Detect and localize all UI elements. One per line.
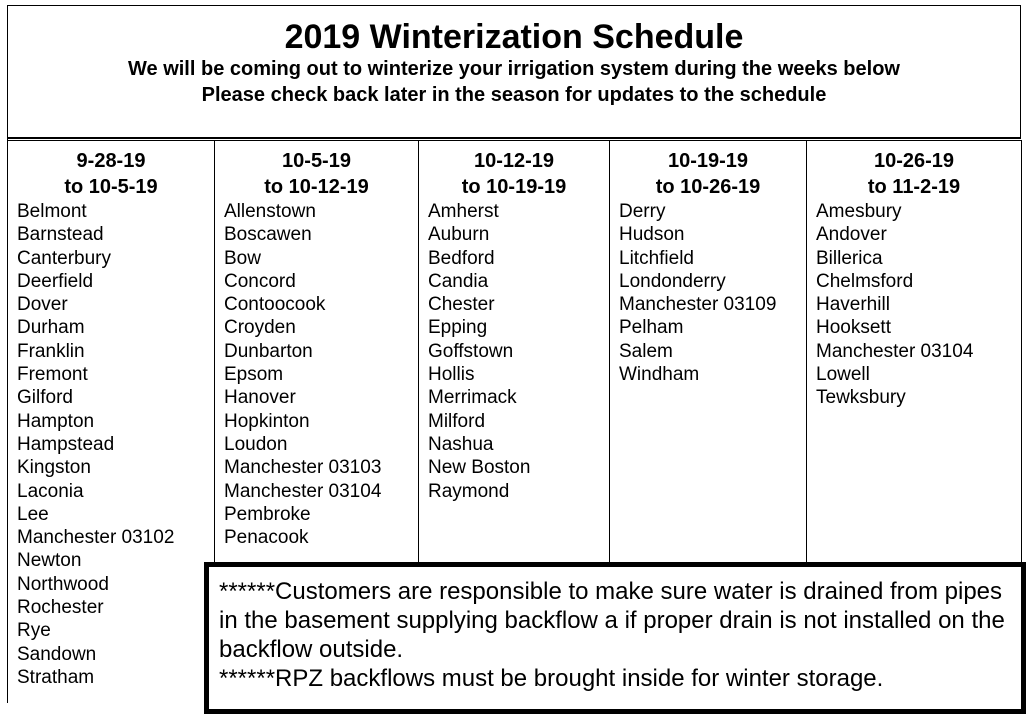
town-item: Haverhill: [816, 294, 890, 316]
town-item: Milford: [428, 410, 486, 432]
subtitle-line-1: We will be coming out to winterize your irrigation system during the weeks below: [128, 58, 900, 80]
town-list: [419, 200, 609, 503]
town-item: Barnstead: [17, 224, 104, 246]
week-column-1: [8, 140, 215, 700]
town-item: Sandown: [17, 643, 97, 665]
town-item: Manchester 03103: [224, 457, 382, 479]
town-item: Pelham: [619, 317, 684, 339]
town-item: Penacook: [224, 527, 309, 549]
town-item: Epsom: [224, 364, 284, 386]
week-end-date: to 11-2-19: [867, 176, 961, 198]
town-item: Raymond: [428, 480, 510, 502]
week-end-date: to 10-12-19: [264, 176, 369, 198]
week-start-date: 10-19-19: [667, 150, 749, 172]
town-item: Contoocook: [224, 294, 326, 316]
town-item: Chester: [428, 294, 495, 316]
week-start-date: 10-5-19: [282, 150, 351, 172]
town-item: Hampton: [17, 410, 95, 432]
week-start-date: 9-28-19: [76, 150, 146, 172]
notice-rpz-text: ******RPZ backflows must be brought inside for winter storage.: [219, 665, 884, 692]
town-item: Rye: [17, 620, 51, 642]
town-list: [610, 200, 806, 386]
town-item: Manchester 03104: [224, 480, 382, 502]
town-item: Candia: [428, 270, 489, 292]
week-date-range: [807, 148, 1021, 200]
town-item: Rochester: [17, 597, 104, 619]
town-item: Deerfield: [17, 270, 94, 292]
town-item: Durham: [17, 317, 85, 339]
town-item: Amherst: [428, 201, 499, 222]
town-item: Merrimack: [428, 387, 517, 409]
town-item: Lee: [17, 503, 49, 525]
town-item: Auburn: [428, 224, 490, 246]
week-date-range: [215, 148, 418, 200]
town-item: Bow: [224, 247, 261, 269]
subtitle-line-2: Please check back later in the season for updates to the schedule: [201, 84, 827, 106]
town-item: Goffstown: [428, 340, 514, 362]
week-end-date: to 10-5-19: [64, 176, 158, 198]
town-item: Nashua: [428, 433, 494, 455]
town-item: Allenstown: [224, 201, 316, 222]
town-item: Franklin: [17, 340, 85, 362]
week-date-range: [419, 148, 609, 200]
notice-drain-text: ******Customers are responsible to make sure water is drained from pipes in the basement supplying backflow a if proper drain is not installed on the backflow outside.: [219, 578, 1005, 663]
town-item: Lowell: [816, 364, 870, 386]
town-item: Loudon: [224, 433, 288, 455]
town-list: [807, 200, 1021, 410]
town-item: Windham: [619, 364, 700, 386]
town-item: Fremont: [17, 364, 88, 386]
town-item: Northwood: [17, 573, 109, 595]
town-item: Hooksett: [816, 317, 891, 339]
town-item: Hollis: [428, 364, 475, 386]
town-item: Laconia: [17, 480, 84, 502]
town-item: Kingston: [17, 457, 91, 479]
town-item: Stratham: [17, 666, 95, 688]
town-item: Hopkinton: [224, 410, 310, 432]
town-list: [8, 200, 214, 689]
town-item: Litchfield: [619, 247, 694, 269]
week-start-date: 10-26-19: [873, 150, 955, 172]
week-column-3: [419, 140, 610, 562]
town-item: Dunbarton: [224, 340, 313, 362]
town-item: Chelmsford: [816, 270, 914, 292]
town-item: Boscawen: [224, 224, 312, 246]
week-end-date: to 10-26-19: [655, 176, 761, 198]
town-item: Croyden: [224, 317, 296, 339]
town-item: Gilford: [17, 387, 73, 409]
town-item: Londonderry: [619, 270, 726, 292]
town-item: Manchester 03104: [816, 340, 974, 362]
town-item: Belmont: [17, 201, 87, 222]
town-item: Hampstead: [17, 433, 115, 455]
week-date-range: [610, 148, 806, 200]
week-column-2: [215, 140, 419, 562]
town-item: Concord: [224, 270, 296, 292]
town-item: Billerica: [816, 247, 883, 269]
town-item: Salem: [619, 340, 673, 362]
town-item: New Boston: [428, 457, 531, 479]
customer-notice-box: [204, 562, 1026, 714]
town-item: Manchester 03109: [619, 294, 777, 316]
week-end-date: to 10-19-19: [461, 176, 567, 198]
header-box: [7, 5, 1021, 138]
town-item: Tewksbury: [816, 387, 906, 409]
town-item: Canterbury: [17, 247, 111, 269]
page-title: 2019 Winterization Schedule: [284, 18, 744, 56]
town-item: Manchester 03102: [17, 527, 175, 549]
town-item: Hanover: [224, 387, 296, 409]
town-item: Hudson: [619, 224, 685, 246]
week-date-range: [8, 148, 214, 200]
week-column-5: [807, 140, 1022, 562]
town-item: Bedford: [428, 247, 495, 269]
town-item: Newton: [17, 550, 82, 572]
town-item: Epping: [428, 317, 488, 339]
town-item: Derry: [619, 201, 666, 222]
town-item: Amesbury: [816, 201, 902, 222]
week-start-date: 10-12-19: [473, 150, 555, 172]
town-item: Dover: [17, 294, 68, 316]
town-item: Andover: [816, 224, 887, 246]
town-item: Pembroke: [224, 503, 311, 525]
week-column-4: [610, 140, 807, 562]
town-list: [215, 200, 418, 549]
